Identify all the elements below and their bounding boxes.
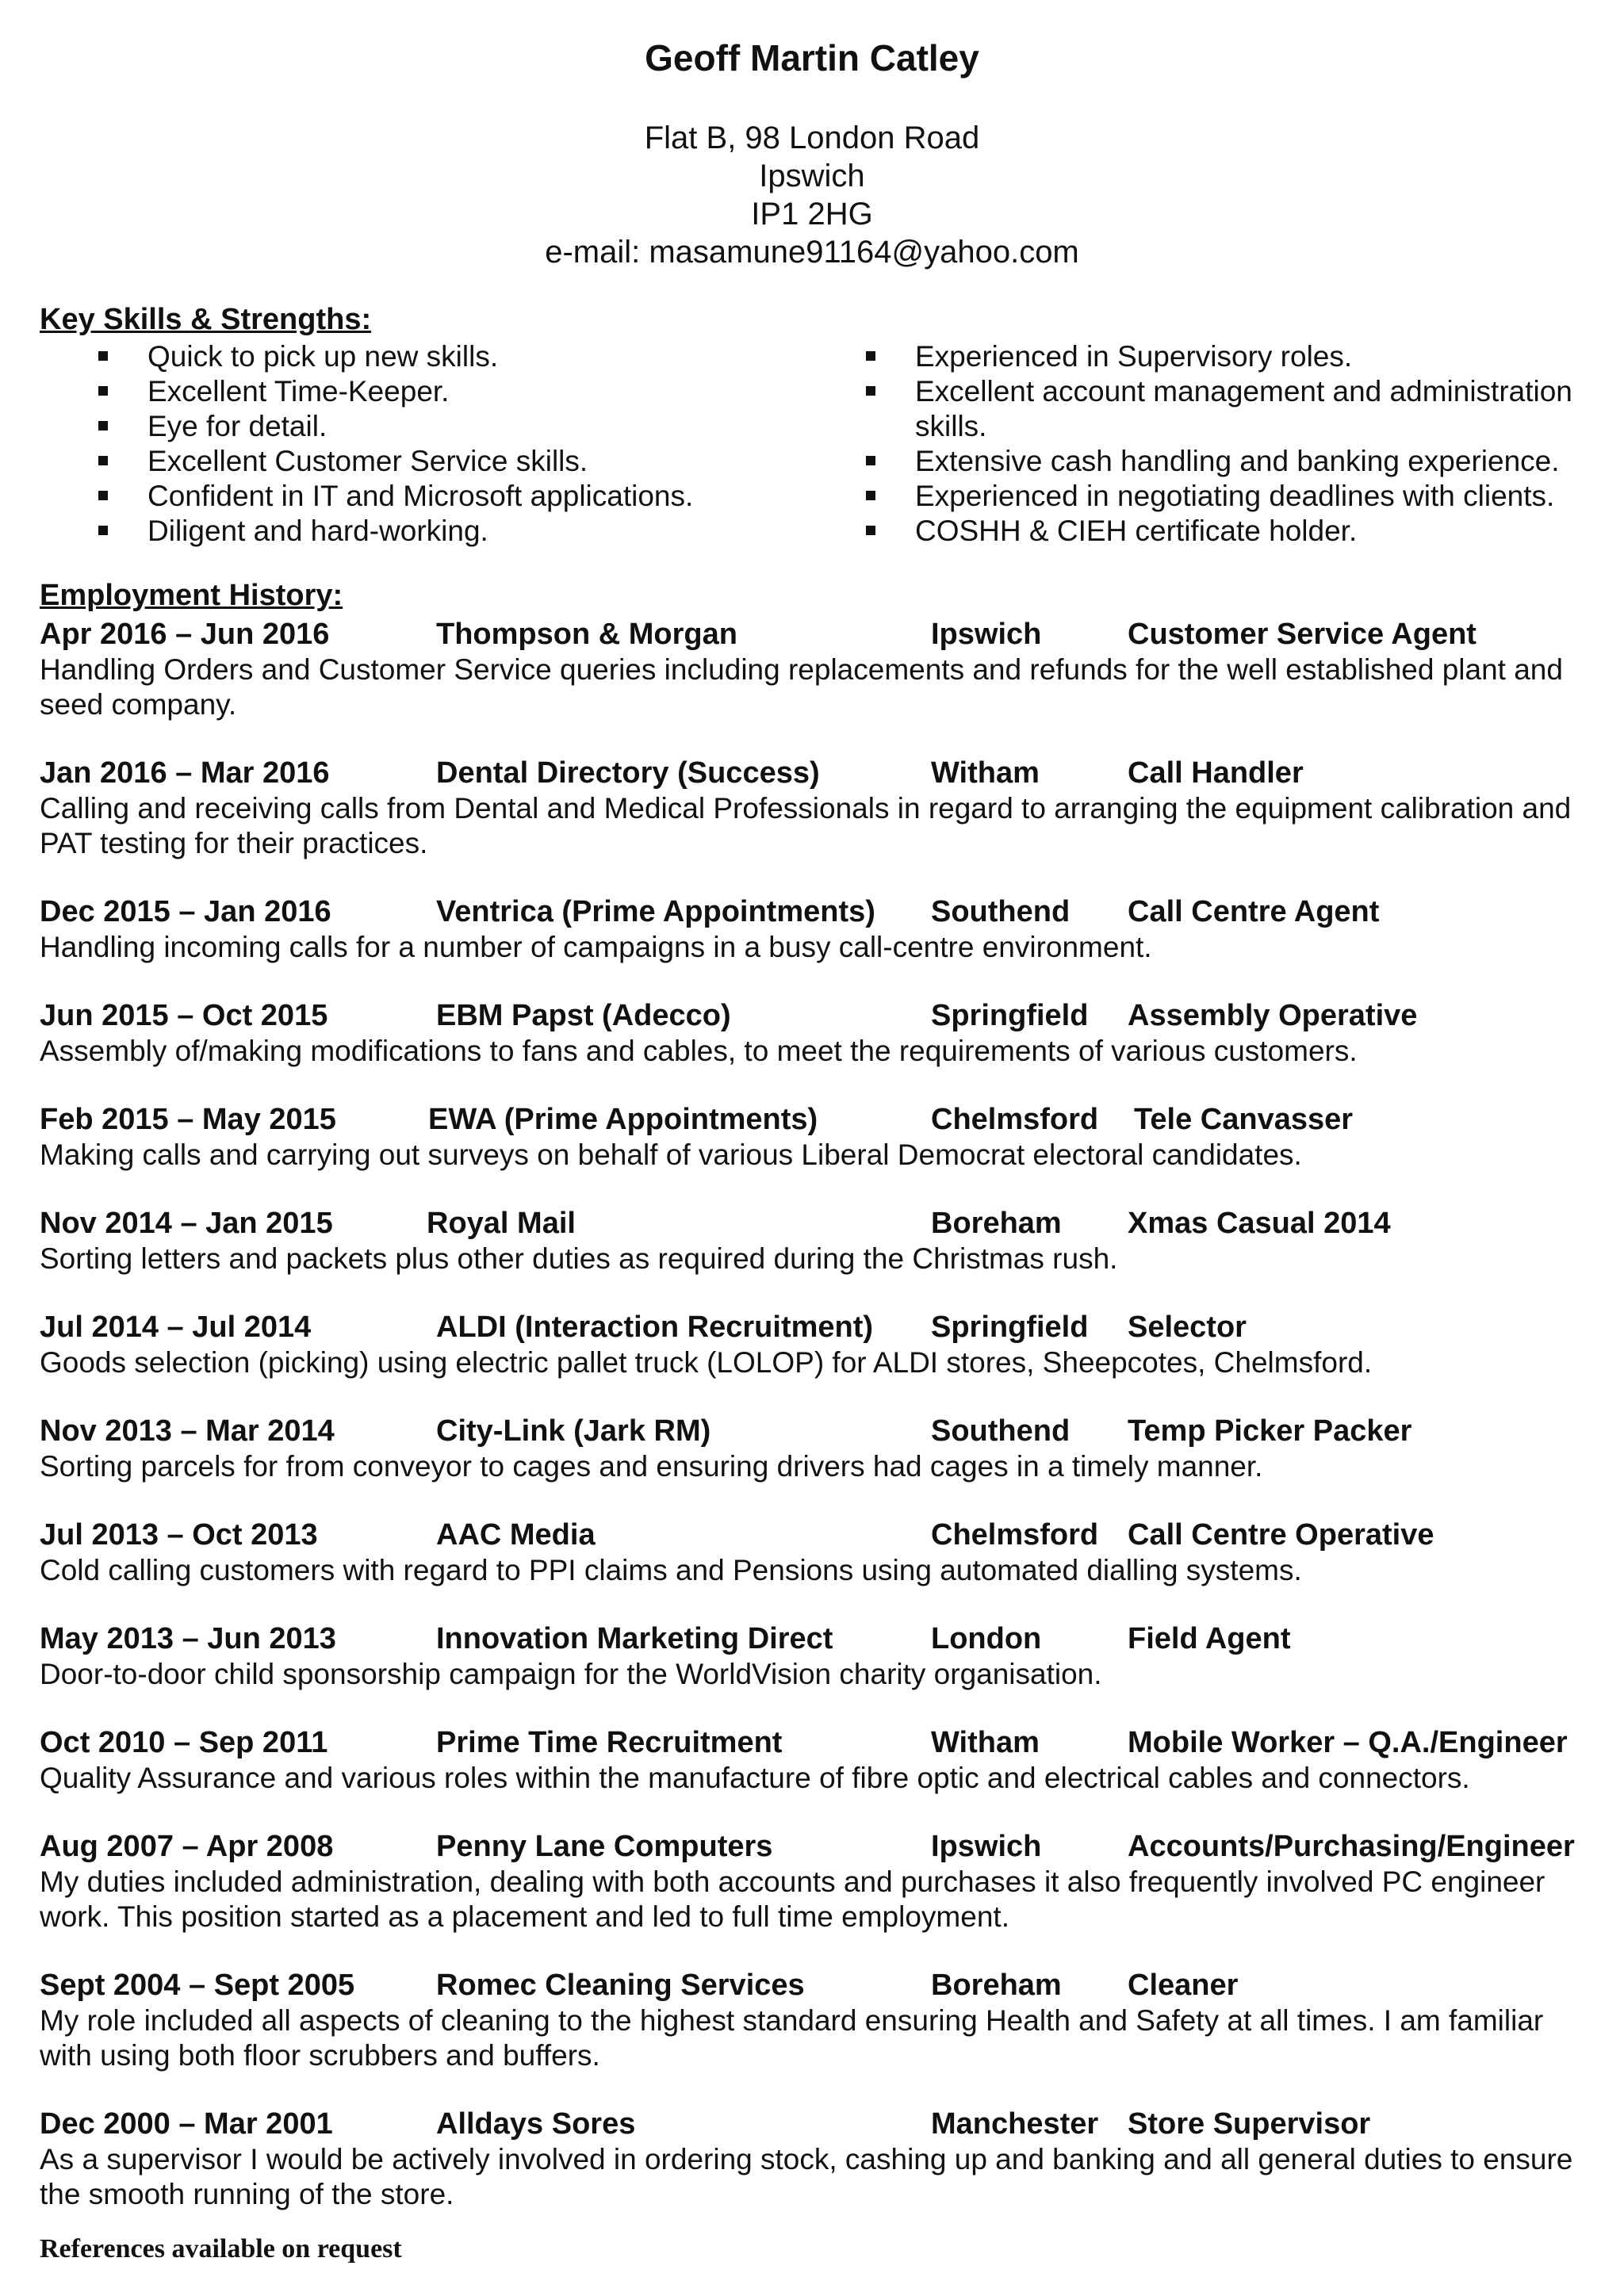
- job-location: Springfield: [931, 999, 1089, 1032]
- job-location: Chelmsford: [931, 1518, 1099, 1552]
- job-header: [40, 894, 1594, 930]
- job-description: My role included all aspects of cleaning to the highest standard ensuring Health and Safety at all times. I am familiar with using both floor scrubbers and buffers.: [40, 2004, 1544, 2072]
- bullet-icon: [866, 526, 875, 535]
- bullet-icon: [98, 421, 108, 430]
- job-role: Temp Picker Packer: [1128, 1414, 1412, 1448]
- job-location: Southend: [931, 895, 1071, 928]
- job-header: [40, 1621, 1594, 1657]
- job-entry: [40, 1621, 1594, 1692]
- job-company: City-Link (Jark RM): [436, 1414, 711, 1448]
- job-entry: [40, 1517, 1594, 1588]
- job-header: [40, 1205, 1594, 1242]
- job-description: Calling and receiving calls from Dental and Medical Professionals in regard to arranging the equipment calibration and PAT testing for their practices.: [40, 792, 1572, 859]
- job-description: Door-to-door child sponsorship campaign for the WorldVision charity organisation.: [40, 1658, 1102, 1690]
- skill-item: Extensive cash handling and banking experience.: [863, 444, 1600, 479]
- job-company: Royal Mail: [427, 1207, 576, 1240]
- skill-item: Eye for detail.: [95, 409, 809, 444]
- job-location: London: [931, 1622, 1042, 1655]
- job-dates: Feb 2015 – May 2015: [40, 1103, 336, 1136]
- job-entry: [40, 616, 1594, 722]
- job-role: Field Agent: [1128, 1622, 1291, 1655]
- job-entry: [40, 1205, 1594, 1276]
- email-line: e-mail: masamune91164@yahoo.com: [545, 235, 1079, 270]
- job-dates: Jan 2016 – Mar 2016: [40, 756, 330, 790]
- bullet-icon: [866, 491, 875, 500]
- job-role: Assembly Operative: [1128, 999, 1418, 1032]
- job-location: Boreham: [931, 1969, 1062, 2002]
- job-entry: [40, 1724, 1594, 1796]
- job-dates: Apr 2016 – Jun 2016: [40, 618, 330, 651]
- job-role: Xmas Casual 2014: [1128, 1207, 1391, 1240]
- job-entry: [40, 1413, 1594, 1484]
- employment-heading: Employment History:: [40, 579, 343, 612]
- job-location: Ipswich: [931, 1830, 1042, 1863]
- job-location: Manchester: [931, 2107, 1099, 2141]
- job-company: Penny Lane Computers: [436, 1830, 773, 1863]
- address-line-1: Flat B, 98 London Road: [644, 121, 980, 155]
- job-description: Goods selection (picking) using electric pallet truck (LOLOP) for ALDI stores, Sheepcotes, Chelmsford.: [40, 1346, 1373, 1379]
- job-company: EWA (Prime Appointments): [428, 1103, 818, 1136]
- job-company: AAC Media: [436, 1518, 596, 1552]
- job-role: Cleaner: [1128, 1969, 1239, 2002]
- job-dates: Dec 2000 – Mar 2001: [40, 2107, 333, 2141]
- skill-item: Diligent and hard-working.: [95, 514, 809, 549]
- job-description: Sorting letters and packets plus other duties as required during the Christmas rush.: [40, 1242, 1118, 1275]
- job-location: Boreham: [931, 1207, 1062, 1240]
- job-location: Ipswich: [931, 618, 1042, 651]
- bullet-icon: [98, 456, 108, 465]
- job-description: My duties included administration, dealing with both accounts and purchases it also frequently involved PC engineer work. This position started as a placement and led to full time employment.: [40, 1866, 1545, 1933]
- job-entry: [40, 1309, 1594, 1380]
- bullet-icon: [866, 456, 875, 465]
- job-header: [40, 1724, 1594, 1761]
- job-company: Prime Time Recruitment: [436, 1726, 783, 1759]
- job-entry: [40, 1967, 1594, 2073]
- address-line-2: Ipswich: [759, 159, 865, 193]
- skill-item: Excellent account management and administration skills.: [863, 374, 1600, 444]
- skills-list: [0, 339, 1624, 553]
- job-entry: [40, 1828, 1594, 1934]
- references-note: References available on request: [40, 2234, 402, 2263]
- job-location: Witham: [931, 756, 1040, 790]
- skills-column-left: [95, 339, 809, 549]
- job-role: Mobile Worker – Q.A./Engineer: [1128, 1726, 1568, 1759]
- job-header: [40, 616, 1594, 652]
- job-description: Quality Assurance and various roles within the manufacture of fibre optic and electrical cables and connectors.: [40, 1762, 1470, 1794]
- job-role: Accounts/Purchasing/Engineer: [1128, 1830, 1575, 1863]
- job-description: Making calls and carrying out surveys on behalf of various Liberal Democrat electoral candidates.: [40, 1138, 1302, 1171]
- job-company: Innovation Marketing Direct: [436, 1622, 833, 1655]
- job-dates: Aug 2007 – Apr 2008: [40, 1830, 334, 1863]
- job-description: Cold calling customers with regard to PPI claims and Pensions using automated dialling systems.: [40, 1554, 1302, 1586]
- job-dates: May 2013 – Jun 2013: [40, 1622, 336, 1655]
- job-location: Southend: [931, 1414, 1071, 1448]
- job-description: Sorting parcels for from conveyor to cages and ensuring drivers had cages in a timely manner.: [40, 1450, 1263, 1483]
- job-company: Alldays Sores: [436, 2107, 636, 2141]
- job-header: [40, 1967, 1594, 2003]
- skill-item: COSHH & CIEH certificate holder.: [863, 514, 1600, 549]
- job-entry: [40, 2106, 1594, 2212]
- job-location: Chelmsford: [931, 1103, 1099, 1136]
- job-dates: Dec 2015 – Jan 2016: [40, 895, 331, 928]
- skill-item: Quick to pick up new skills.: [95, 339, 809, 374]
- job-company: Romec Cleaning Services: [436, 1969, 805, 2002]
- job-dates: Oct 2010 – Sep 2011: [40, 1726, 328, 1759]
- job-role: Store Supervisor: [1128, 2107, 1371, 2141]
- job-dates: Nov 2014 – Jan 2015: [40, 1207, 333, 1240]
- job-company: Thompson & Morgan: [436, 618, 737, 651]
- bullet-icon: [866, 386, 875, 396]
- job-header: [40, 1517, 1594, 1553]
- job-entry: [40, 1101, 1594, 1173]
- bullet-icon: [866, 351, 875, 361]
- skill-item: Experienced in negotiating deadlines with clients.: [863, 479, 1600, 514]
- job-dates: Jun 2015 – Oct 2015: [40, 999, 328, 1032]
- job-description: Assembly of/making modifications to fans and cables, to meet the requirements of various customers.: [40, 1035, 1358, 1067]
- job-header: [40, 755, 1594, 791]
- job-role: Tele Canvasser: [1134, 1103, 1354, 1136]
- job-company: EBM Papst (Adecco): [436, 999, 731, 1032]
- job-role: Selector: [1128, 1311, 1247, 1344]
- job-header: [40, 1413, 1594, 1449]
- skills-column-right: [863, 339, 1600, 549]
- job-dates: Sept 2004 – Sept 2005: [40, 1969, 355, 2002]
- job-header: [40, 997, 1594, 1034]
- job-description: Handling Orders and Customer Service queries including replacements and refunds for the well established plant and seed company.: [40, 653, 1563, 721]
- bullet-icon: [98, 491, 108, 500]
- job-entry: [40, 755, 1594, 861]
- job-dates: Jul 2014 – Jul 2014: [40, 1311, 312, 1344]
- job-description: Handling incoming calls for a number of campaigns in a busy call-centre environment.: [40, 931, 1152, 963]
- skill-item: Excellent Customer Service skills.: [95, 444, 809, 479]
- bullet-icon: [98, 386, 108, 396]
- skill-item: Experienced in Supervisory roles.: [863, 339, 1600, 374]
- job-header: [40, 1101, 1594, 1138]
- skill-item: Excellent Time-Keeper.: [95, 374, 809, 409]
- job-description: As a supervisor I would be actively involved in ordering stock, cashing up and banking and all general duties to ensure the smooth running of the store.: [40, 2143, 1573, 2210]
- job-header: [40, 1309, 1594, 1345]
- job-role: Call Handler: [1128, 756, 1304, 790]
- job-location: Springfield: [931, 1311, 1089, 1344]
- job-company: Ventrica (Prime Appointments): [436, 895, 875, 928]
- job-role: Customer Service Agent: [1128, 618, 1477, 651]
- job-role: Call Centre Operative: [1128, 1518, 1434, 1552]
- job-header: [40, 2106, 1594, 2142]
- job-role: Call Centre Agent: [1128, 895, 1380, 928]
- job-header: [40, 1828, 1594, 1865]
- job-entry: [40, 894, 1594, 965]
- job-company: ALDI (Interaction Recruitment): [436, 1311, 874, 1344]
- job-dates: Nov 2013 – Mar 2014: [40, 1414, 335, 1448]
- job-dates: Jul 2013 – Oct 2013: [40, 1518, 318, 1552]
- job-location: Witham: [931, 1726, 1040, 1759]
- bullet-icon: [98, 351, 108, 361]
- candidate-name: Geoff Martin Catley: [645, 37, 979, 78]
- bullet-icon: [98, 526, 108, 535]
- job-company: Dental Directory (Success): [436, 756, 820, 790]
- address-line-3: IP1 2HG: [751, 197, 873, 232]
- job-entry: [40, 997, 1594, 1069]
- skill-item: Confident in IT and Microsoft applications.: [95, 479, 809, 514]
- skills-heading: Key Skills & Strengths:: [40, 303, 372, 336]
